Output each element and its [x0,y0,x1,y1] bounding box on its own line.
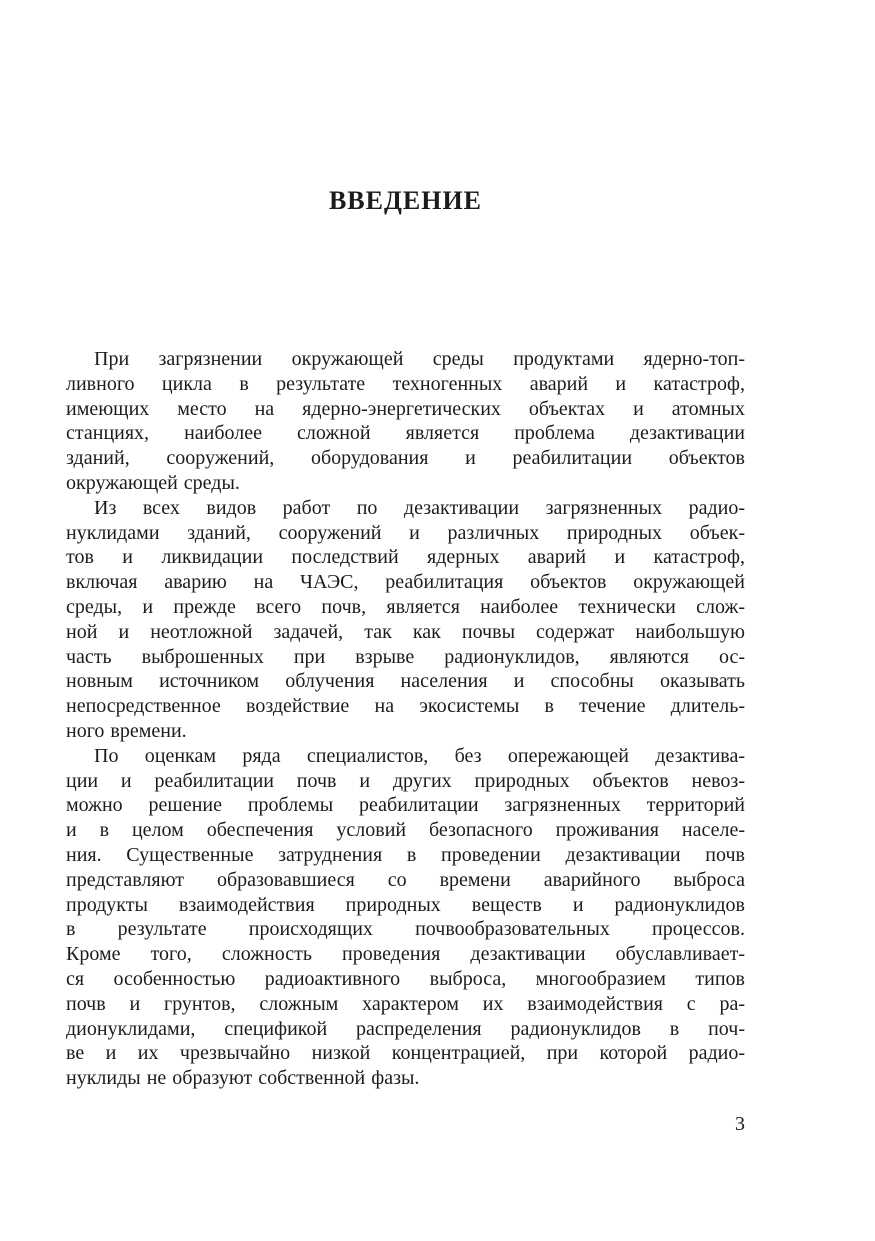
text-line: Из всех видов работ по дезактивации загрязненных радио- [94,496,745,519]
text-line: включая аварию на ЧАЭС, реабилитация объектов окружающей [66,571,745,594]
text-line: зданий, сооружений, оборудования и реабилитации объектов [66,447,745,470]
paragraph [66,347,745,496]
text-line: По оценкам ряда специалистов, без опережающей дезактива- [94,744,745,767]
text-line: нуклидами зданий, сооружений и различных природных объек- [66,521,745,544]
text-line: ного времени. [66,719,187,742]
text-line: представляют образовавшиеся со времени аварийного выброса [66,868,745,891]
text-line: ся особенностью радиоактивного выброса, многообразием типов [66,967,745,990]
text-line: ве и их чрезвычайно низкой концентрацией, при которой радио- [66,1042,745,1065]
text-line: окружающей среды. [66,471,240,494]
text-line: тов и ликвидации последствий ядерных аварий и катастроф, [66,546,745,569]
text-line: ния. Существенные затруднения в проведении дезактивации почв [66,843,745,866]
text-line: и в целом обеспечения условий безопасного проживания населе- [66,819,745,842]
text-line: дионуклидами, спецификой распределения радионуклидов в поч- [66,1017,745,1040]
text-line: продукты взаимодействия природных веществ и радионуклидов [66,893,745,916]
text-line: почв и грунтов, сложным характером их взаимодействия с ра- [66,992,745,1015]
text-line: При загрязнении окружающей среды продуктами ядерно-топ- [94,348,745,370]
text-line: нуклиды не образуют собственной фазы. [66,1067,420,1090]
text-line: непосредственное воздействие на экосистемы в течение длитель- [66,695,745,718]
page-title: ВВЕДЕНИЕ [328,186,483,215]
paragraph [66,496,745,744]
text-line: ции и реабилитации почв и других природных объектов невоз- [66,769,745,792]
text-line: станциях, наиболее сложной является проблема дезактивации [66,422,745,445]
page-number: 3 [735,1113,745,1135]
text-line: новным источником облучения населения и способны оказывать [66,670,745,693]
text-line: можно решение проблемы реабилитации загрязненных территорий [66,794,745,817]
paragraph [66,744,745,1091]
text-line: среды, и прежде всего почв, является наиболее технически слож- [66,595,745,618]
text-line: часть выброшенных при взрыве радионуклидов, являются ос- [66,645,745,668]
body-text [66,347,745,1091]
text-line: ной и неотложной задачей, так как почвы содержат наибольшую [66,620,745,643]
text-line: имеющих место на ядерно-энергетических объектах и атомных [66,397,745,420]
text-line: Кроме того, сложность проведения дезактивации обуславливает- [66,943,745,966]
text-line: ливного цикла в результате техногенных аварий и катастроф, [66,372,745,395]
text-line: в результате происходящих почвообразовательных процессов. [66,918,745,941]
